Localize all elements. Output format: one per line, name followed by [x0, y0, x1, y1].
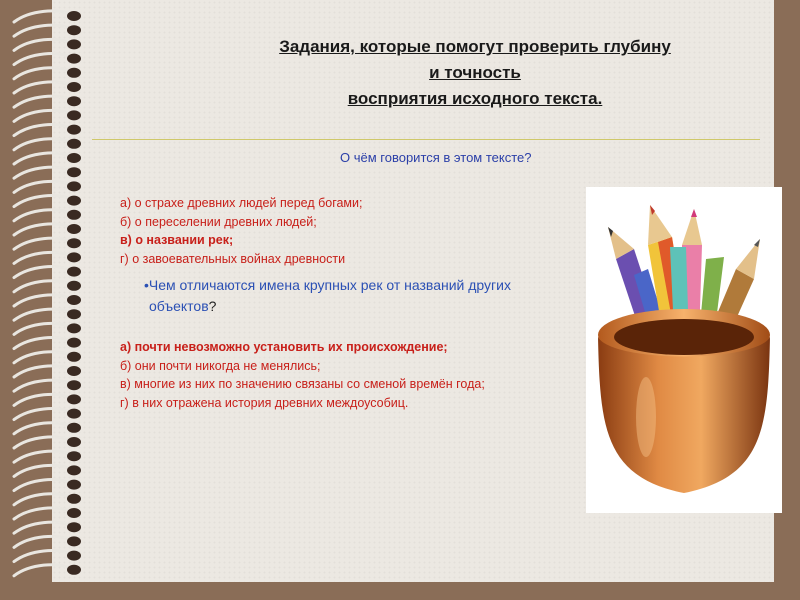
spiral-ring: [14, 125, 81, 136]
spiral-ring: [14, 494, 81, 505]
divider-line: [92, 139, 760, 140]
slide-title: [150, 34, 800, 112]
spiral-ring: [14, 323, 81, 334]
spiral-ring: [14, 380, 81, 391]
title-line-3: восприятия исходного текста.: [347, 89, 603, 108]
spiral-ring: [14, 267, 81, 278]
answer-2d: г) в них отражена история древних междоусобиц.: [120, 395, 409, 410]
title-line-1: Задания, которые помогут проверить глубину: [279, 37, 671, 56]
spiral-ring: [14, 82, 81, 93]
spiral-ring: [14, 238, 81, 249]
answer-1d: г) о завоевательных войнах древности: [120, 251, 346, 266]
spiral-ring: [14, 366, 81, 377]
answer-2a: а) почти невозможно установить их происхождение;: [120, 340, 448, 354]
question-2: [144, 275, 599, 317]
spiral-ring: [14, 508, 81, 519]
spiral-ring: [14, 409, 81, 420]
spiral-ring: [14, 96, 81, 107]
answer-1a: а) о страхе древних людей перед богами;: [120, 196, 363, 210]
spiral-ring: [14, 309, 81, 320]
spiral-ring: [14, 437, 81, 448]
spiral-ring: [14, 25, 81, 36]
spiral-ring: [14, 54, 81, 65]
spiral-ring: [14, 451, 81, 462]
spiral-ring: [14, 224, 81, 235]
answer-1b: б) о переселении древних людей;: [120, 214, 317, 229]
answer-1c: в) о названии рек;: [120, 233, 234, 247]
title-line-2: и точность: [429, 63, 521, 82]
spiral-ring: [14, 110, 81, 121]
answer-list-2: [120, 338, 485, 412]
spiral-ring: [14, 394, 81, 405]
spiral-ring: [14, 423, 81, 434]
spiral-ring: [14, 551, 81, 562]
question-2-line-2: объектов: [149, 298, 209, 314]
spiral-ring: [14, 196, 81, 207]
answer-2c: в) многие из них по значению связаны со сменой времён года;: [120, 377, 485, 391]
spiral-ring: [14, 11, 81, 22]
spiral-ring: [14, 480, 81, 491]
spiral-ring: [14, 295, 81, 306]
bullet: •: [144, 277, 149, 293]
spiral-binding: [0, 0, 90, 600]
spiral-ring: [14, 465, 81, 476]
spiral-ring: [14, 281, 81, 292]
spiral-ring: [14, 210, 81, 221]
spiral-ring: [14, 338, 81, 349]
spiral-ring: [14, 252, 81, 263]
pencil-cup-icon: [586, 187, 782, 513]
question-2-line-1: Чем отличаются имена крупных рек от названий других: [148, 277, 511, 293]
spiral-ring: [14, 565, 81, 576]
spiral-ring: [14, 153, 81, 164]
spiral-ring: [14, 352, 81, 363]
answer-2b: б) они почти никогда не менялись;: [120, 358, 321, 373]
spiral-ring: [14, 68, 81, 79]
spiral-ring: [14, 39, 81, 50]
spiral-ring: [14, 139, 81, 150]
question-1: О чём говорится в этом тексте?: [340, 150, 532, 165]
spiral-ring: [14, 522, 81, 533]
question-mark: ?: [208, 298, 217, 314]
answer-list-1: [120, 194, 362, 268]
spiral-ring: [14, 167, 81, 178]
spiral-ring: [14, 181, 81, 192]
spiral-ring: [14, 536, 81, 547]
